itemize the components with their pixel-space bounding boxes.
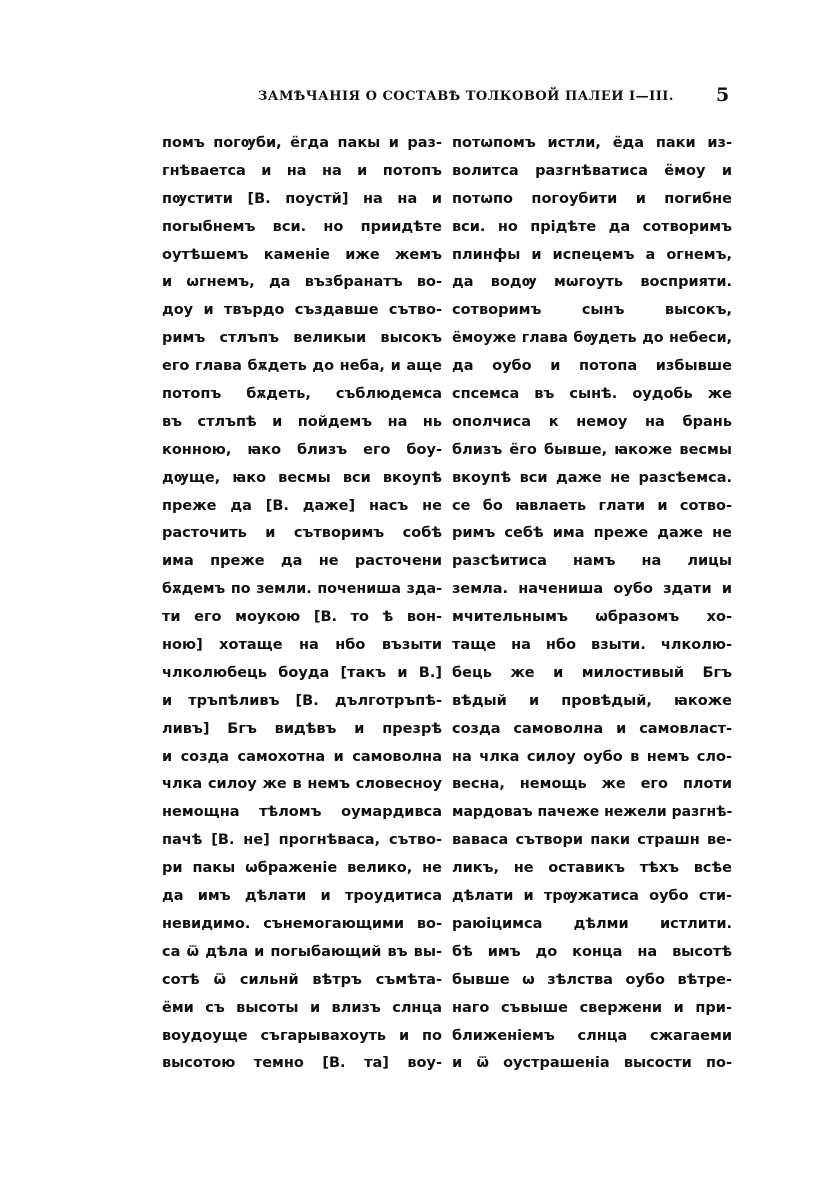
text-line: потѡпо погоубити и погибне (452, 190, 732, 207)
text-line: ною] хотаще на нбо възыти (162, 637, 442, 654)
text-line: раюіцимса дѣлми истлити. (452, 915, 732, 932)
text-line: таще на нбо взыти. члколю- (452, 637, 732, 654)
text-line: потѡпомъ истли, ёда паки из- (452, 135, 732, 151)
text-line: гнѣваетса и на на и потопъ (162, 162, 442, 179)
text-line: и созда самохотна и самоволна (162, 748, 442, 765)
text-line: вси. но прідѣте да сотворимъ (452, 218, 732, 235)
text-line: пачѣ [В. не] прогнѣваса, сътво- (162, 832, 442, 849)
text-line: ближеніемъ слнца сжагаеми (452, 1027, 732, 1044)
text-line: вкоупѣ вси даже не разсѣемса. (452, 469, 732, 486)
page-number: 5 (716, 84, 730, 106)
text-line: ёми съ высоты и влизъ слнца (162, 999, 442, 1016)
text-line: и ѡгнемъ, да възбранатъ во- (162, 274, 442, 291)
text-line: ваваса сътвори паки страшн ве- (452, 832, 732, 849)
text-line: немощна тѣломъ оумардивса (162, 804, 442, 821)
text-line: расточить и сътворимъ собѣ (162, 525, 442, 542)
text-line: пѹстити [В. поустй] на на и (162, 190, 442, 207)
text-line: спсемса въ сынѣ. оудобь же (452, 386, 732, 403)
text-line: ликъ, не оставикъ тѣхъ всѣе (452, 860, 732, 877)
text-line: бець же и милостивый Бгъ (452, 664, 732, 681)
text-line: са ѿ дѣла и погыбающий въ вы- (162, 943, 442, 960)
text-line: сотворимъ сынъ высокъ, (452, 302, 732, 319)
text-line: члка силоу же в немъ словесноу (162, 776, 442, 793)
text-line: преже да [В. даже] насъ не (162, 497, 442, 514)
text-line: дѹще, ꙗко весмы вси вкоупѣ (162, 469, 442, 486)
text-line: мчительнымъ ѡбразомъ хо- (452, 609, 732, 626)
text-line: ёмоуже глава бѹдеть до небеси, (452, 330, 732, 347)
text-line: конною, ꙗко близъ его боу- (162, 441, 442, 458)
text-line: и тръпѣливъ [В. дълготръпѣ- (162, 692, 442, 709)
text-line: мардоваъ пачеже нежели разгнѣ- (452, 804, 732, 821)
text-line: потопъ бѫдеть, съблюдемса (162, 386, 442, 403)
text-line: весна, немощь же его плоти (452, 776, 732, 793)
text-line: созда самоволна и самовласт- (452, 720, 732, 737)
text-line: на члка силоу оубо в немъ сло- (452, 748, 732, 765)
text-line: вѣдый и провѣдый, ꙗкоже (452, 692, 732, 709)
text-line: сотѣ ѿ сильнй вѣтръ съмѣта- (162, 971, 442, 988)
text-line: римъ себѣ има преже даже не (452, 525, 732, 542)
text-line: ливъ] Бгъ видѣвъ и презрѣ (162, 720, 442, 737)
text-line: близъ ёго бывше, ꙗкоже весмы (452, 441, 732, 458)
text-line: бывше ѡ зѣлства оубо вѣтре- (452, 971, 732, 988)
running-title: ЗАМѢЧАНІЯ О СОСТАВѢ ТОЛКОВОЙ ПАЛЕИ I—III. (258, 89, 674, 104)
text-line: плинфы и испецемъ а огнемъ, (452, 246, 732, 263)
text-line: наго съвыше свержени и при- (452, 999, 732, 1016)
text-line: бѫдемъ по земли. почениша зда- (162, 581, 442, 598)
text-line: высотою темно [В. та] воу- (162, 1055, 442, 1072)
text-line: ти его моукою [В. то ѣ вон- (162, 609, 442, 626)
text-line: да водѹ мѡгоуть восприяти. (452, 274, 732, 291)
text-line: ополчиса к немоу на брань (452, 413, 732, 430)
text-line: разсѣитиса намъ на лицы (452, 553, 732, 570)
text-line: римъ стлъпъ великыи высокъ (162, 330, 442, 347)
left-text-column (162, 130, 442, 1078)
text-line: его глава бѫдеть до неба, и аще (162, 358, 442, 375)
text-line: ри пакы ѡбраженіе велико, не (162, 860, 442, 877)
text-line: доу и твърдо създавше сътво- (162, 302, 442, 319)
text-line: погыбнемъ вси. но приидѣте (162, 218, 442, 235)
text-line: волитса разгнѣватиса ёмоу и (452, 162, 732, 179)
text-line: да имъ дѣлати и троудитиса (162, 888, 442, 905)
text-line: невидимо. сънемогающими во- (162, 915, 442, 932)
text-line: оутѣшемъ каменіе иже жемъ (162, 246, 442, 263)
text-line: члколюбець боуда [такъ и В.] (162, 664, 442, 681)
right-text-column (452, 130, 732, 1078)
text-line: дѣлати и трѹжатиса оубо сти- (452, 888, 732, 905)
text-line: помъ погѹби, ёгда пакы и раз- (162, 135, 442, 151)
text-line: земла. начениша оубо здати и (452, 581, 732, 598)
text-line: да оубо и потопа избывше (452, 358, 732, 375)
text-line: въ стлъпѣ и пойдемъ на нь (162, 413, 442, 430)
text-line: има преже да не расточени (162, 553, 442, 570)
text-line: бѣ имъ до конца на высотѣ (452, 943, 732, 960)
text-line: се бо ꙗвлаеть глати и сотво- (452, 497, 732, 514)
text-line: воудоуще съгарывахоуть и по (162, 1027, 442, 1044)
text-line: и ѿ оустрашеніа высости по- (452, 1055, 732, 1072)
